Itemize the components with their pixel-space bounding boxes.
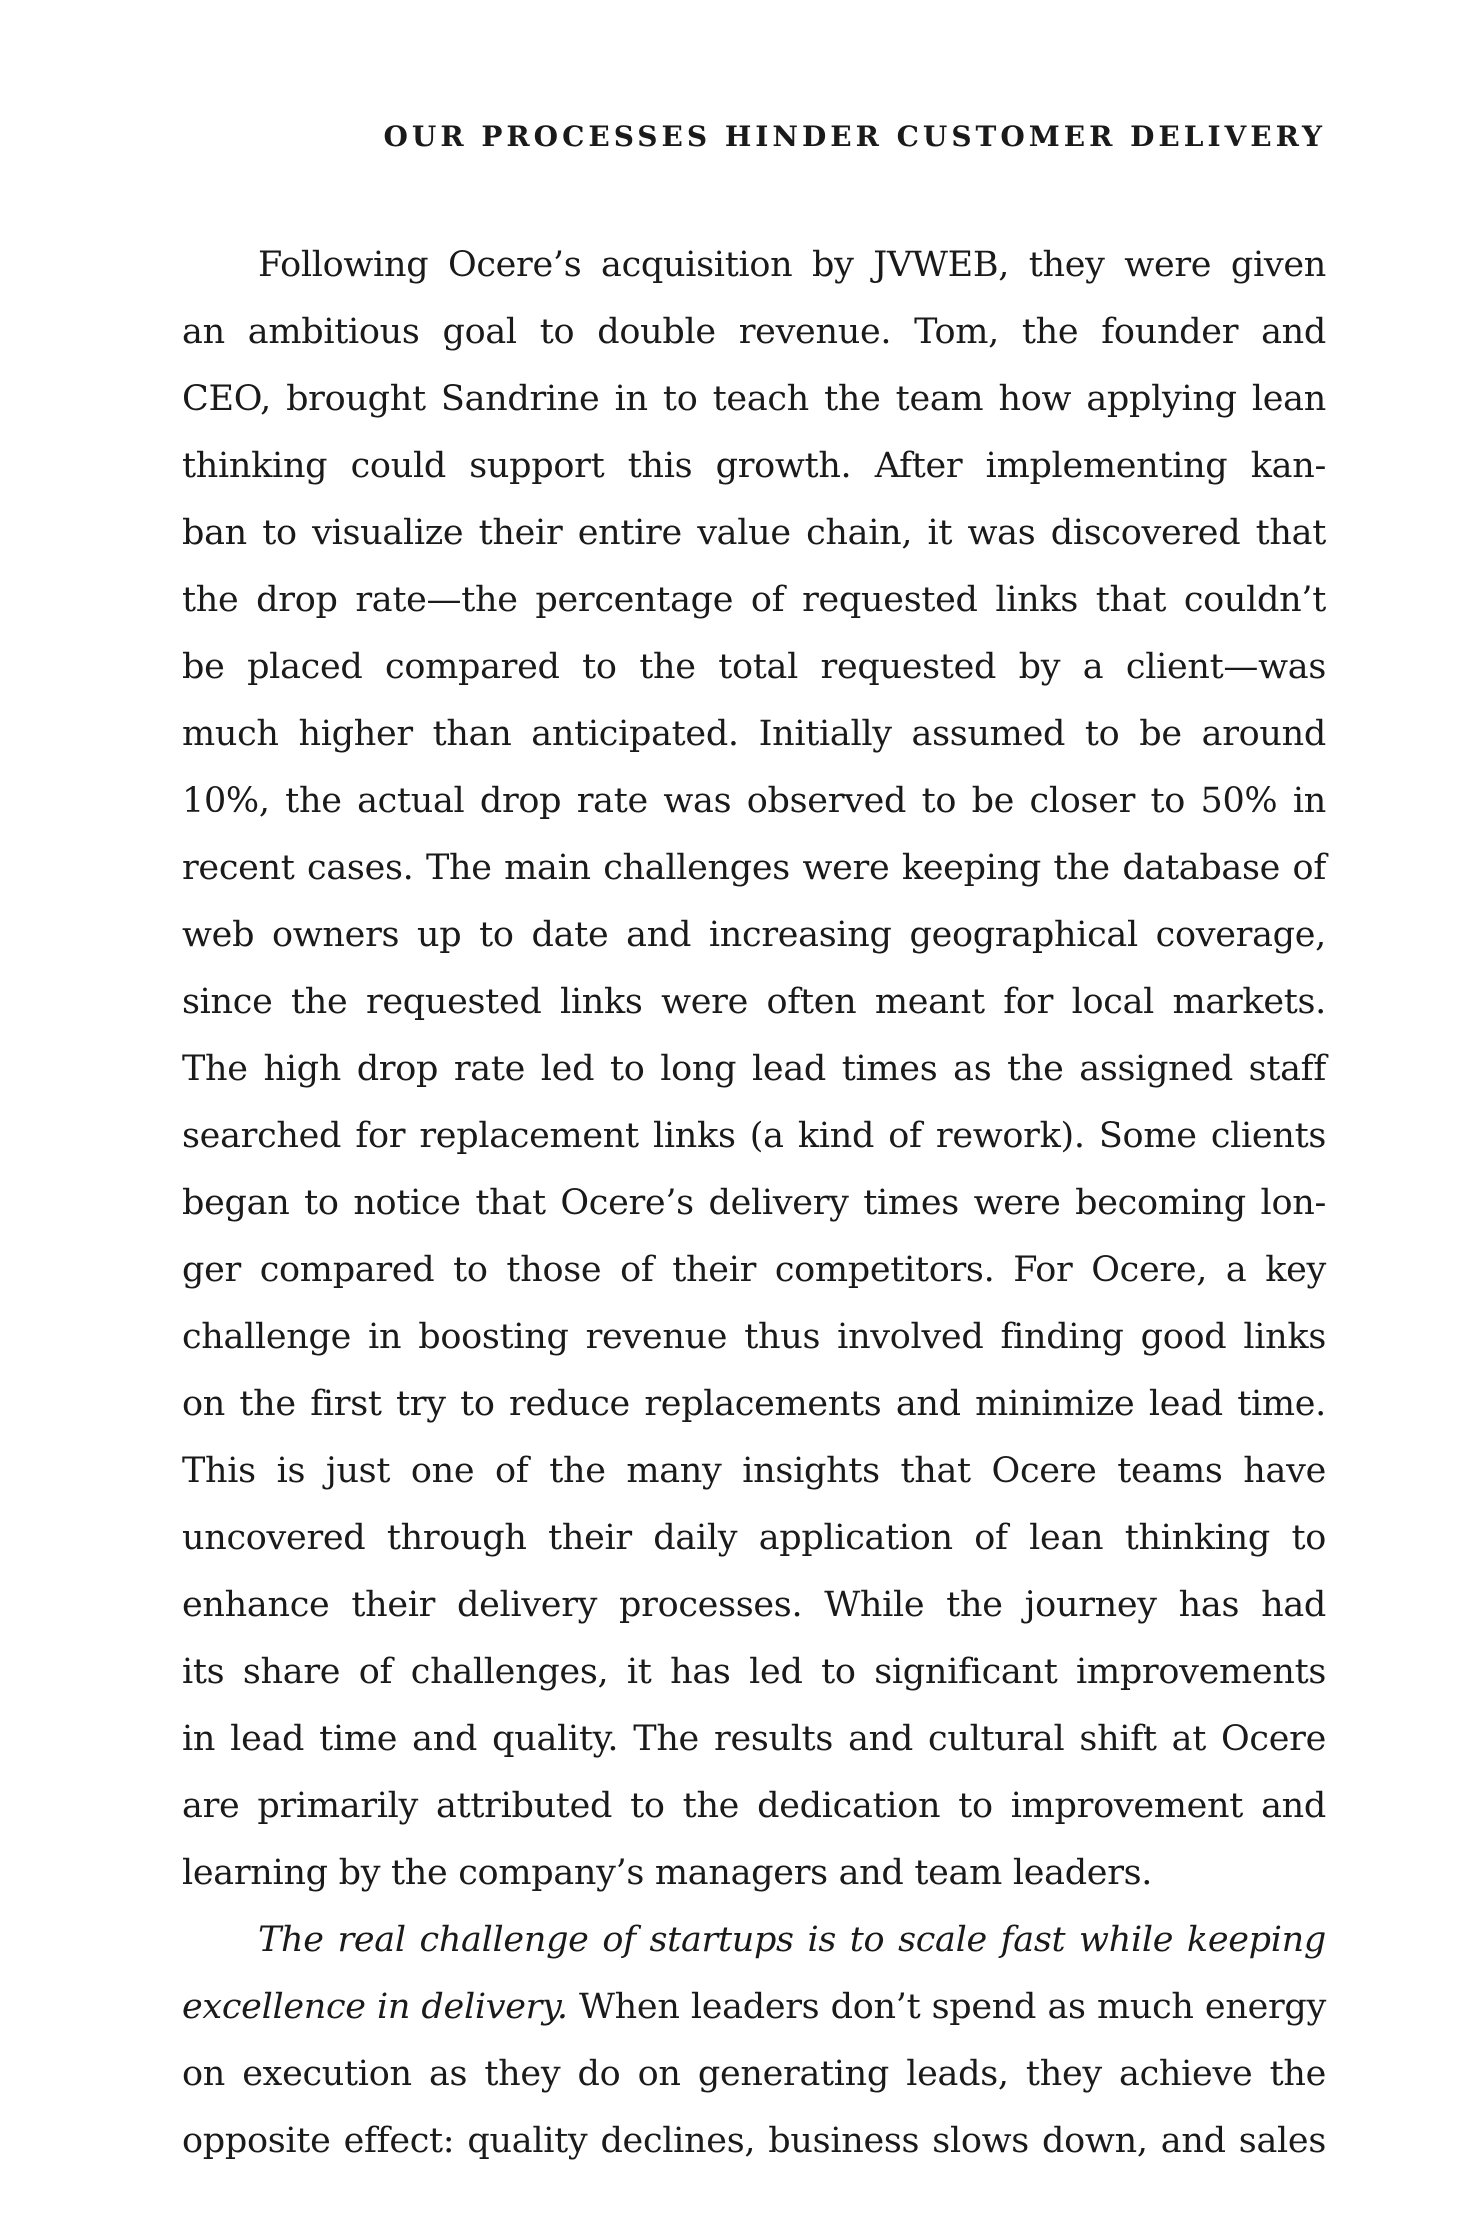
text-line: an ambitious goal to double revenue. Tom, the founder and <box>182 312 1326 352</box>
text-line: on the first try to reduce replacements and minimize lead time. <box>182 1384 1326 1424</box>
text-line <box>182 1974 1326 2041</box>
emphasis-text: excellence in delivery. <box>182 1987 568 2027</box>
text-line <box>182 1907 1326 1974</box>
text-line: the drop rate—the percentage of requested links that couldn’t <box>182 580 1326 620</box>
paragraph-1 <box>182 232 1326 1907</box>
text-line: since the requested links were often meant for local markets. <box>182 982 1326 1022</box>
emphasis-text: The real challenge of startups is to scale fast while keeping <box>258 1920 1326 1960</box>
text-line: CEO, brought Sandrine in to teach the team how applying lean <box>182 379 1326 419</box>
text-line: Following Ocere’s acquisition by JVWEB, they were given <box>258 245 1326 285</box>
text-line: learning by the company’s managers and team leaders. <box>182 1853 1153 1893</box>
text-line: enhance their delivery processes. While the journey has had <box>182 1585 1326 1625</box>
text-line: challenge in boosting revenue thus involved finding good links <box>182 1317 1326 1357</box>
text-line: its share of challenges, it has led to significant improvements <box>182 1652 1326 1692</box>
text-line: 10%, the actual drop rate was observed to be closer to 50% in <box>182 781 1326 821</box>
text-line: web owners up to date and increasing geographical coverage, <box>182 915 1326 955</box>
text-line: in lead time and quality. The results and cultural shift at Ocere <box>182 1719 1326 1759</box>
text-line: This is just one of the many insights that Ocere teams have <box>182 1451 1326 1491</box>
text-run: When leaders don’t spend as much energy <box>567 1987 1326 2027</box>
body-text <box>182 232 1326 2175</box>
text-line: The high drop rate led to long lead times as the assigned staff <box>182 1049 1326 1089</box>
text-line: began to notice that Ocere’s delivery times were becoming lon- <box>182 1183 1326 1223</box>
text-line: ger compared to those of their competitors. For Ocere, a key <box>182 1250 1326 1290</box>
text-line: much higher than anticipated. Initially assumed to be around <box>182 714 1326 754</box>
text-line: ban to visualize their entire value chain, it was discovered that <box>182 513 1326 553</box>
text-line: searched for replacement links (a kind of rework). Some clients <box>182 1116 1326 1156</box>
text-line: opposite effect: quality declines, business slows down, and sales <box>182 2121 1326 2161</box>
text-line: thinking could support this growth. After implementing kan- <box>182 446 1326 486</box>
text-line: uncovered through their daily application of lean thinking to <box>182 1518 1326 1558</box>
paragraph-2 <box>182 1907 1326 2175</box>
text-line: be placed compared to the total requested by a client—was <box>182 647 1326 687</box>
text-line: are primarily attributed to the dedication to improvement and <box>182 1786 1326 1826</box>
text-line: recent cases. The main challenges were keeping the database of <box>182 848 1326 888</box>
text-line: on execution as they do on generating leads, they achieve the <box>182 2054 1326 2094</box>
running-head: OUR PROCESSES HINDER CUSTOMER DELIVERY <box>383 120 1326 153</box>
